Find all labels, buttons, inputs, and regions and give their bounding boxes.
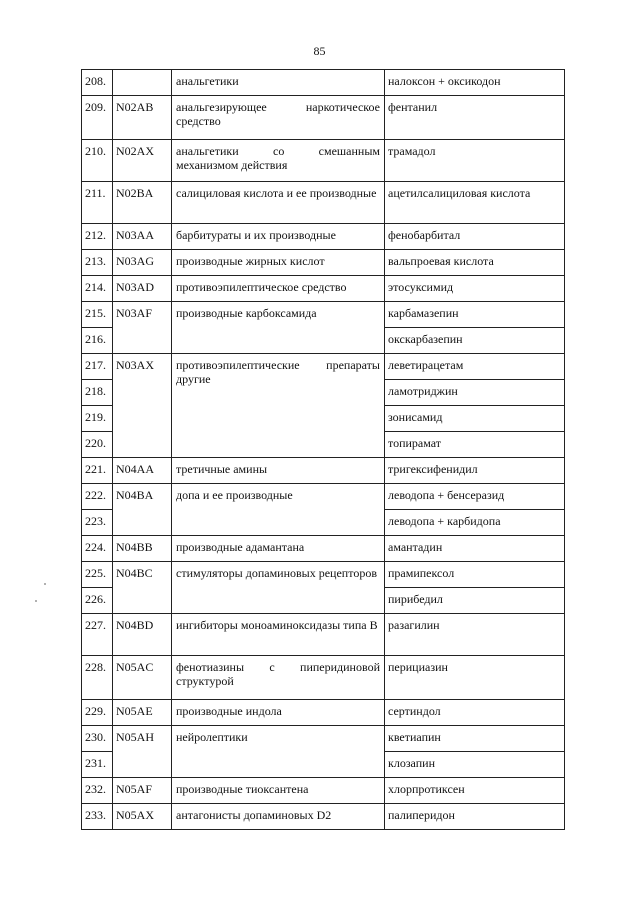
row-number: 229.	[82, 700, 113, 726]
atc-code: N03AG	[113, 250, 172, 276]
table-row	[82, 778, 565, 804]
atc-code: N02AB	[113, 96, 172, 140]
drug-group: барбитураты и их производные	[172, 224, 385, 250]
drug-table	[81, 69, 565, 830]
drug-name: леводопа + карбидопа	[385, 510, 565, 536]
atc-code: N03AA	[113, 224, 172, 250]
row-number: 228.	[82, 656, 113, 700]
row-number: 213.	[82, 250, 113, 276]
atc-code: N03AD	[113, 276, 172, 302]
drug-group: анальгетики	[172, 70, 385, 96]
row-number: 227.	[82, 614, 113, 656]
table-row	[82, 700, 565, 726]
drug-group: противоэпилептические препараты другие	[172, 354, 385, 458]
row-number: 216.	[82, 328, 113, 354]
atc-code: N05AF	[113, 778, 172, 804]
drug-group: производные тиоксантена	[172, 778, 385, 804]
row-number: 219.	[82, 406, 113, 432]
atc-code: N03AX	[113, 354, 172, 458]
row-number: 211.	[82, 182, 113, 224]
drug-group: нейролептики	[172, 726, 385, 778]
atc-code: N05AX	[113, 804, 172, 830]
drug-group: производные жирных кислот	[172, 250, 385, 276]
drug-name: ламотриджин	[385, 380, 565, 406]
drug-name: хлорпротиксен	[385, 778, 565, 804]
table-row	[82, 536, 565, 562]
atc-code: N04AA	[113, 458, 172, 484]
drug-name: кветиапин	[385, 726, 565, 752]
atc-code: N05AC	[113, 656, 172, 700]
drug-name: клозапин	[385, 752, 565, 778]
row-number: 212.	[82, 224, 113, 250]
drug-group: фенотиазины с пиперидиновой структурой	[172, 656, 385, 700]
page-number: 85	[313, 44, 326, 58]
atc-code: N05AH	[113, 726, 172, 778]
table-row	[82, 726, 565, 752]
drug-name: ацетилсалициловая кислота	[385, 182, 565, 224]
drug-name: фентанил	[385, 96, 565, 140]
row-number: 222.	[82, 484, 113, 510]
row-number: 210.	[82, 140, 113, 182]
drug-name: зонисамид	[385, 406, 565, 432]
row-number: 231.	[82, 752, 113, 778]
atc-code: N02AX	[113, 140, 172, 182]
drug-name: тригексифенидил	[385, 458, 565, 484]
table-row	[82, 182, 565, 224]
drug-name: этосуксимид	[385, 276, 565, 302]
atc-code: N05AE	[113, 700, 172, 726]
table-row	[82, 614, 565, 656]
drug-name: прамипексол	[385, 562, 565, 588]
table-row	[82, 804, 565, 830]
atc-code: N03AF	[113, 302, 172, 354]
row-number: 220.	[82, 432, 113, 458]
table-row	[82, 458, 565, 484]
row-number: 230.	[82, 726, 113, 752]
row-number: 214.	[82, 276, 113, 302]
row-number: 217.	[82, 354, 113, 380]
drug-group: производные адамантана	[172, 536, 385, 562]
table-row	[82, 302, 565, 328]
row-number: 209.	[82, 96, 113, 140]
drug-group: стимуляторы допаминовых рецепторов	[172, 562, 385, 614]
drug-name: амантадин	[385, 536, 565, 562]
row-number: 233.	[82, 804, 113, 830]
drug-group: салициловая кислота и ее производные	[172, 182, 385, 224]
scan-speck	[35, 600, 37, 602]
table-row	[82, 224, 565, 250]
atc-code	[113, 70, 172, 96]
drug-name: налоксон + оксикодон	[385, 70, 565, 96]
scan-speck	[44, 583, 46, 585]
drug-group: производные карбоксамида	[172, 302, 385, 354]
drug-name: фенобарбитал	[385, 224, 565, 250]
drug-name: перициазин	[385, 656, 565, 700]
drug-name: трамадол	[385, 140, 565, 182]
atc-code: N04BC	[113, 562, 172, 614]
drug-name: окскарбазепин	[385, 328, 565, 354]
drug-name: леветирацетам	[385, 354, 565, 380]
drug-name: топирамат	[385, 432, 565, 458]
drug-group: допа и ее производные	[172, 484, 385, 536]
table-row	[82, 656, 565, 700]
drug-name: леводопа + бенсеразид	[385, 484, 565, 510]
table-row	[82, 562, 565, 588]
atc-code: N04BD	[113, 614, 172, 656]
row-number: 225.	[82, 562, 113, 588]
drug-group: антагонисты допаминовых D2	[172, 804, 385, 830]
drug-group: анальгетики со смешанным механизмом действия	[172, 140, 385, 182]
row-number: 232.	[82, 778, 113, 804]
table-row	[82, 70, 565, 96]
row-number: 226.	[82, 588, 113, 614]
drug-group: анальгезирующее наркотическое средство	[172, 96, 385, 140]
atc-code: N04BA	[113, 484, 172, 536]
table-row	[82, 140, 565, 182]
row-number: 224.	[82, 536, 113, 562]
drug-name: палиперидон	[385, 804, 565, 830]
drug-name: вальпроевая кислота	[385, 250, 565, 276]
row-number: 218.	[82, 380, 113, 406]
atc-code: N04BB	[113, 536, 172, 562]
table-row	[82, 484, 565, 510]
row-number: 223.	[82, 510, 113, 536]
drug-name: сертиндол	[385, 700, 565, 726]
drug-name: карбамазепин	[385, 302, 565, 328]
table-row	[82, 276, 565, 302]
drug-group: противоэпилептическое средство	[172, 276, 385, 302]
row-number: 208.	[82, 70, 113, 96]
table-row	[82, 354, 565, 380]
drug-group: третичные амины	[172, 458, 385, 484]
table-row	[82, 96, 565, 140]
drug-group: производные индола	[172, 700, 385, 726]
drug-name: разагилин	[385, 614, 565, 656]
row-number: 221.	[82, 458, 113, 484]
atc-code: N02BA	[113, 182, 172, 224]
drug-name: пирибедил	[385, 588, 565, 614]
drug-group: ингибиторы моноаминоксидазы типа В	[172, 614, 385, 656]
row-number: 215.	[82, 302, 113, 328]
table-row	[82, 250, 565, 276]
